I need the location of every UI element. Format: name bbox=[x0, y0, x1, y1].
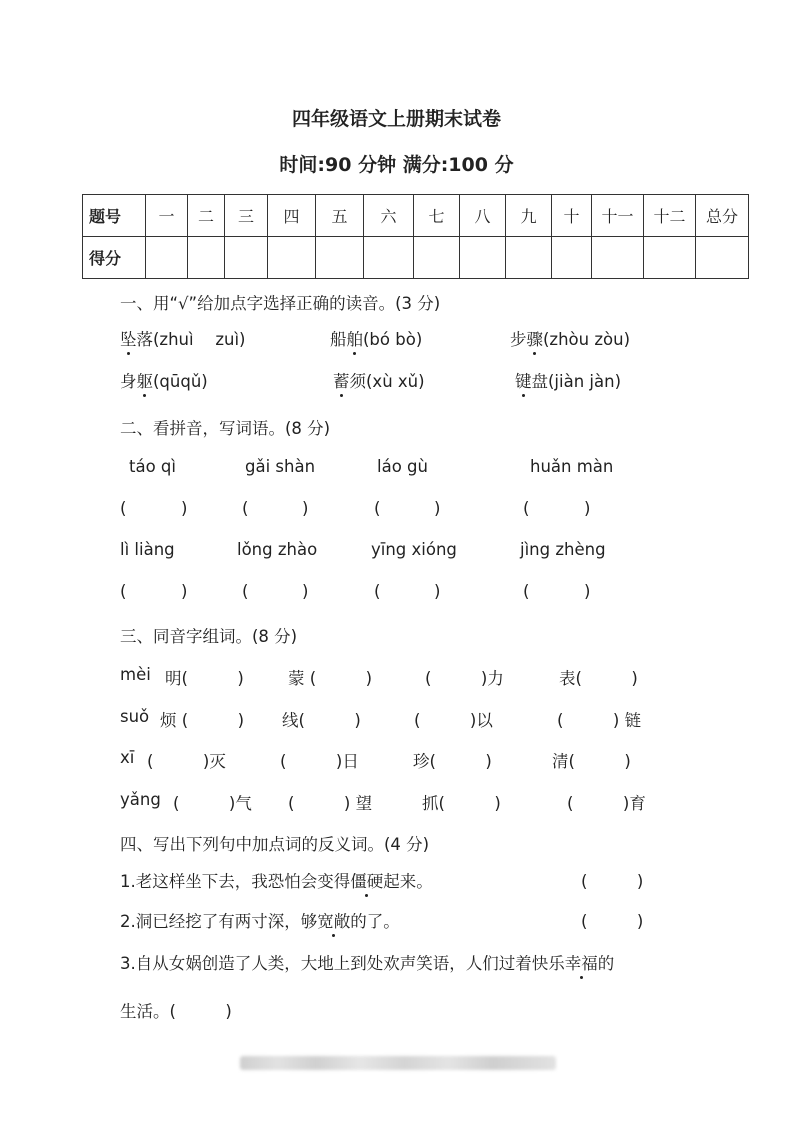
score-table bbox=[82, 194, 749, 279]
blurred-footer bbox=[240, 1056, 556, 1070]
text: (bó bò) bbox=[363, 330, 423, 349]
reading-item[interactable] bbox=[330, 326, 422, 350]
homophone-cell[interactable]: 蒙 ( ) bbox=[288, 669, 373, 688]
column-header: 一 bbox=[146, 195, 188, 237]
column-header: 五 bbox=[316, 195, 364, 237]
answer-blank[interactable]: ( bbox=[374, 582, 381, 601]
homophone-cell[interactable]: 线( ) bbox=[282, 711, 361, 730]
text: 的了。 bbox=[350, 912, 400, 931]
score-cell[interactable] bbox=[414, 237, 460, 279]
column-header: 八 bbox=[460, 195, 506, 237]
pinyin-label: lǒng zhào bbox=[237, 540, 318, 559]
score-cell[interactable] bbox=[188, 237, 225, 279]
column-header: 十二 bbox=[644, 195, 696, 237]
homophone-cell[interactable]: ( )气 bbox=[173, 794, 252, 813]
reading-item[interactable] bbox=[120, 368, 208, 392]
text: 2.洞已经挖了有两寸深，够 bbox=[120, 912, 318, 931]
header-label: 题号 bbox=[83, 195, 146, 237]
score-label: 得分 bbox=[83, 237, 146, 279]
score-cell[interactable] bbox=[146, 237, 188, 279]
homophone-cell[interactable]: 明( ) bbox=[165, 669, 244, 688]
answer-blank-close: ) bbox=[302, 499, 309, 518]
dotted-char: 骤 bbox=[527, 326, 544, 350]
answer-blank[interactable]: ( bbox=[242, 582, 249, 601]
dotted-char: 键 bbox=[515, 368, 532, 392]
dotted-word: 僵硬 bbox=[350, 868, 383, 892]
pinyin-label: gǎi shàn bbox=[245, 457, 316, 476]
answer-blank-close: ) bbox=[434, 582, 441, 601]
exam-subtitle: 时间:90 分钟 满分:100 分 bbox=[279, 154, 514, 176]
pinyin-label: huǎn màn bbox=[530, 457, 614, 476]
antonym-question-1 bbox=[120, 868, 433, 892]
answer-blank[interactable]: ( bbox=[374, 499, 381, 518]
homophone-cell[interactable]: ( )灭 bbox=[147, 752, 226, 771]
text: 3.自从女娲创造了人类，大地上到处欢声笑语，人们过着快乐 bbox=[120, 954, 565, 973]
text: 须(xù xǔ) bbox=[349, 372, 425, 391]
exam-title: 四年级语文上册期末试卷 bbox=[291, 108, 501, 130]
antonym-question-3-continuation[interactable]: 生活。( ) bbox=[120, 1002, 232, 1021]
homophone-pinyin: suǒ bbox=[120, 707, 150, 726]
homophone-cell[interactable]: ( ) 链 bbox=[557, 711, 642, 730]
text: 的 bbox=[597, 954, 615, 973]
text: 步 bbox=[510, 330, 527, 349]
dotted-char: 躯 bbox=[137, 368, 154, 392]
homophone-cell[interactable]: ( )日 bbox=[280, 752, 359, 771]
section-4-heading: 四、写出下列句中加点词的反义词。(4 分) bbox=[120, 835, 430, 854]
homophone-cell[interactable]: 抓( ) bbox=[422, 794, 501, 813]
text: 身 bbox=[120, 372, 137, 391]
answer-blank[interactable]: ( bbox=[120, 582, 127, 601]
antonym-question-2 bbox=[120, 908, 400, 932]
answer-blank[interactable]: ( bbox=[523, 582, 530, 601]
dotted-word: 幸福 bbox=[565, 950, 598, 974]
text: 落(zhuì zuì) bbox=[136, 330, 246, 349]
homophone-cell[interactable]: 清( ) bbox=[552, 752, 631, 771]
column-header: 六 bbox=[364, 195, 414, 237]
column-header: 三 bbox=[225, 195, 268, 237]
homophone-pinyin: yǎng bbox=[120, 790, 161, 809]
score-cell[interactable] bbox=[460, 237, 506, 279]
column-header: 七 bbox=[414, 195, 460, 237]
answer-blank[interactable]: ( bbox=[523, 499, 530, 518]
text: 船 bbox=[330, 330, 347, 349]
text: 1.老这样坐下去，我恐怕会变得 bbox=[120, 872, 351, 891]
text: (zhòu zòu) bbox=[543, 330, 631, 349]
pinyin-label: lì liàng bbox=[120, 540, 175, 559]
score-cell[interactable] bbox=[506, 237, 552, 279]
column-header: 十一 bbox=[592, 195, 644, 237]
pinyin-label: jìng zhèng bbox=[520, 540, 606, 559]
homophone-pinyin: xī bbox=[120, 748, 135, 767]
column-header: 总分 bbox=[696, 195, 749, 237]
score-cell[interactable] bbox=[552, 237, 592, 279]
score-cell[interactable] bbox=[696, 237, 749, 279]
dotted-char: 坠 bbox=[120, 326, 137, 350]
text: 盘(jiàn jàn) bbox=[531, 372, 622, 391]
answer-blank-close: ) bbox=[584, 499, 591, 518]
score-table-header-row bbox=[83, 195, 749, 237]
homophone-cell[interactable]: ( ) 望 bbox=[288, 794, 373, 813]
answer-blank-close: ) bbox=[181, 499, 188, 518]
homophone-cell[interactable]: ( )以 bbox=[414, 711, 493, 730]
score-cell[interactable] bbox=[316, 237, 364, 279]
section-2-heading: 二、看拼音，写词语。(8 分) bbox=[120, 419, 331, 438]
score-table-score-row bbox=[83, 237, 749, 279]
dotted-char: 舶 bbox=[347, 326, 364, 350]
answer-blank-close: ) bbox=[302, 582, 309, 601]
column-header: 十 bbox=[552, 195, 592, 237]
answer-blank-close: ) bbox=[181, 582, 188, 601]
text: (qūqǔ) bbox=[153, 372, 208, 391]
homophone-cell[interactable]: ( )力 bbox=[425, 669, 504, 688]
reading-item[interactable] bbox=[333, 368, 425, 392]
score-cell[interactable] bbox=[225, 237, 268, 279]
answer-blank[interactable]: ( bbox=[242, 499, 249, 518]
score-cell[interactable] bbox=[644, 237, 696, 279]
antonym-question-3 bbox=[120, 950, 614, 974]
reading-item[interactable] bbox=[120, 326, 245, 350]
score-cell[interactable] bbox=[364, 237, 414, 279]
pinyin-label: yīng xióng bbox=[371, 540, 457, 559]
homophone-cell[interactable]: ( )育 bbox=[567, 794, 646, 813]
column-header: 九 bbox=[506, 195, 552, 237]
homophone-pinyin: mèi bbox=[120, 665, 151, 684]
score-cell[interactable] bbox=[592, 237, 644, 279]
column-header: 二 bbox=[188, 195, 225, 237]
answer-blank[interactable]: ( ) bbox=[581, 912, 644, 931]
text: 起来。 bbox=[383, 872, 433, 891]
reading-item[interactable] bbox=[515, 368, 621, 392]
pinyin-label: láo gù bbox=[377, 457, 428, 476]
dotted-char: 蓄 bbox=[333, 368, 350, 392]
homophone-cell[interactable]: 珍( ) bbox=[413, 752, 492, 771]
homophone-cell[interactable]: 烦 ( ) bbox=[160, 711, 245, 730]
section-3-heading: 三、同音字组词。(8 分) bbox=[120, 627, 298, 646]
answer-blank[interactable]: ( bbox=[120, 499, 127, 518]
section-1-heading: 一、用“√”给加点字选择正确的读音。(3 分) bbox=[120, 294, 441, 313]
pinyin-label: táo qì bbox=[129, 457, 176, 476]
homophone-cell[interactable]: 表( ) bbox=[559, 669, 638, 688]
score-cell[interactable] bbox=[268, 237, 316, 279]
answer-blank-close: ) bbox=[584, 582, 591, 601]
reading-item[interactable] bbox=[510, 326, 630, 350]
answer-blank-close: ) bbox=[434, 499, 441, 518]
column-header: 四 bbox=[268, 195, 316, 237]
dotted-word: 宽敞 bbox=[317, 908, 350, 932]
answer-blank[interactable]: ( ) bbox=[581, 872, 644, 891]
